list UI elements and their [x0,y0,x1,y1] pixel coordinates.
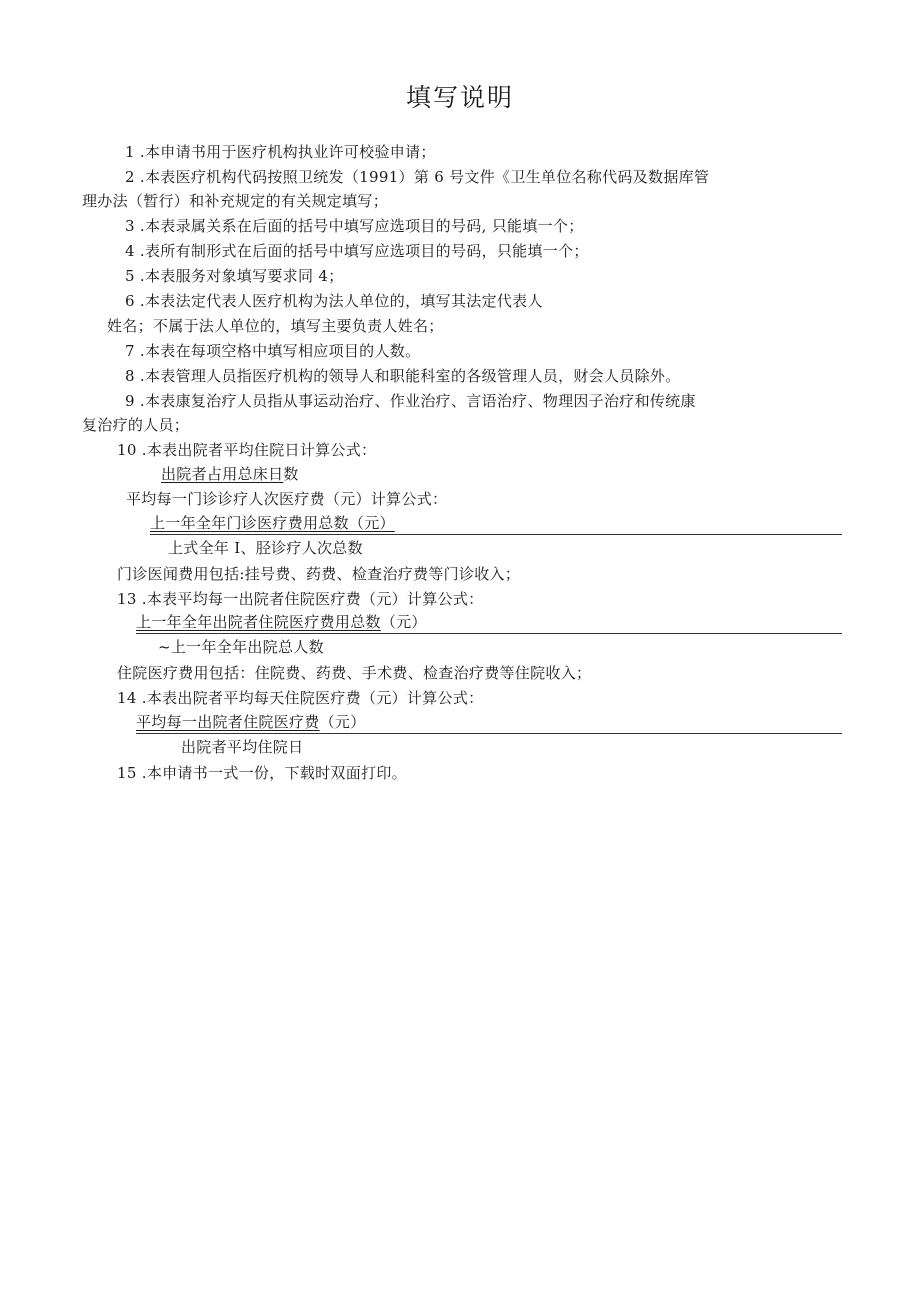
item-4: 4 .表所有制形式在后面的括号中填写应选项目的号码，只能填一个； [125,242,589,260]
item-1: 1 .本申请书用于医疗机构执业许可校验申请； [125,143,436,161]
formula-14-denominator: 出院者平均住院日 [181,738,304,756]
item-13-inpatient-note: 住院医疗费用包括：住院费、药费、手术费、检查治疗费等住院收入； [117,664,592,682]
formula-11-fraction-bar [150,534,842,535]
item-2-line-2: 理办法（暂行）和补充规定的有关规定填写； [82,192,389,210]
formula-13-denominator: ~上一年全年出院总人数 [158,638,324,656]
item-6-line-1: 6 .本表法定代表人医疗机构为法人单位的，填写其法定代表人 [125,292,543,310]
formula-13-numerator-tail: （元） [380,613,427,631]
formula-10-numerator [161,464,299,484]
item-2-line-1: 2 .本表医疗机构代码按照卫统发（1991）第 6 号文件《卫生单位名称代码及数据库管 [125,168,710,186]
formula-14-numerator-tail: （元） [319,713,366,731]
formula-10-numerator-underlined: 出院者占用总床日 [161,465,284,483]
item-14: 14 .本表出院者平均每天住院医疗费（元）计算公式： [117,689,484,707]
item-3: 3 .本表录属关系在后面的括号中填写应选项目的号码, 只能填一个； [125,217,584,235]
item-7: 7 .本表在每项空格中填写相应项目的人数。 [125,342,421,360]
formula-11-numerator: 上一年全年门诊医疗费用总数（元） [150,514,395,532]
page-title: 填写说明 [405,83,514,112]
formula-13-numerator-underlined: 上一年全年出院者住院医疗费用总数 [136,613,381,631]
item-15: 15 .本申请书一式一份，下载时双面打印。 [117,764,407,782]
formula-13-numerator [136,612,427,632]
item-11-heading: 平均每一门诊诊疗人次医疗费（元）计算公式： [126,490,448,508]
item-13: 13 .本表平均每一出院者住院医疗费（元）计算公式： [117,590,484,608]
item-12-outpatient-note: 门诊医闻费用包括:挂号费、药费、检查治疗费等门诊收入； [117,565,521,583]
formula-13-fraction-bar [136,633,842,634]
formula-14-numerator [136,712,366,732]
formula-10-numerator-tail: 数 [283,465,299,483]
item-10: 10 .本表出院者平均住院日计算公式： [117,441,377,459]
formula-14-numerator-underlined: 平均每一出院者住院医疗费 [136,713,320,731]
item-8: 8 .本表管理人员指医疗机构的领导人和职能科室的各级管理人员，财会人员除外。 [125,367,681,385]
item-5: 5 .本表服务对象填写要求同 4； [125,267,344,285]
item-6-line-2: 姓名；不属于法人单位的，填写主要负责人姓名； [107,317,444,335]
item-9-line-1: 9 .本表康复治疗人员指从事运动治疗、作业治疗、言语治疗、物理因子治疗和传统康 [125,392,696,410]
formula-11-denominator: 上式全年 I、胫诊疗人次总数 [168,539,363,557]
item-9-line-2: 复治疗的人员； [82,416,190,434]
formula-14-fraction-bar [136,733,842,734]
